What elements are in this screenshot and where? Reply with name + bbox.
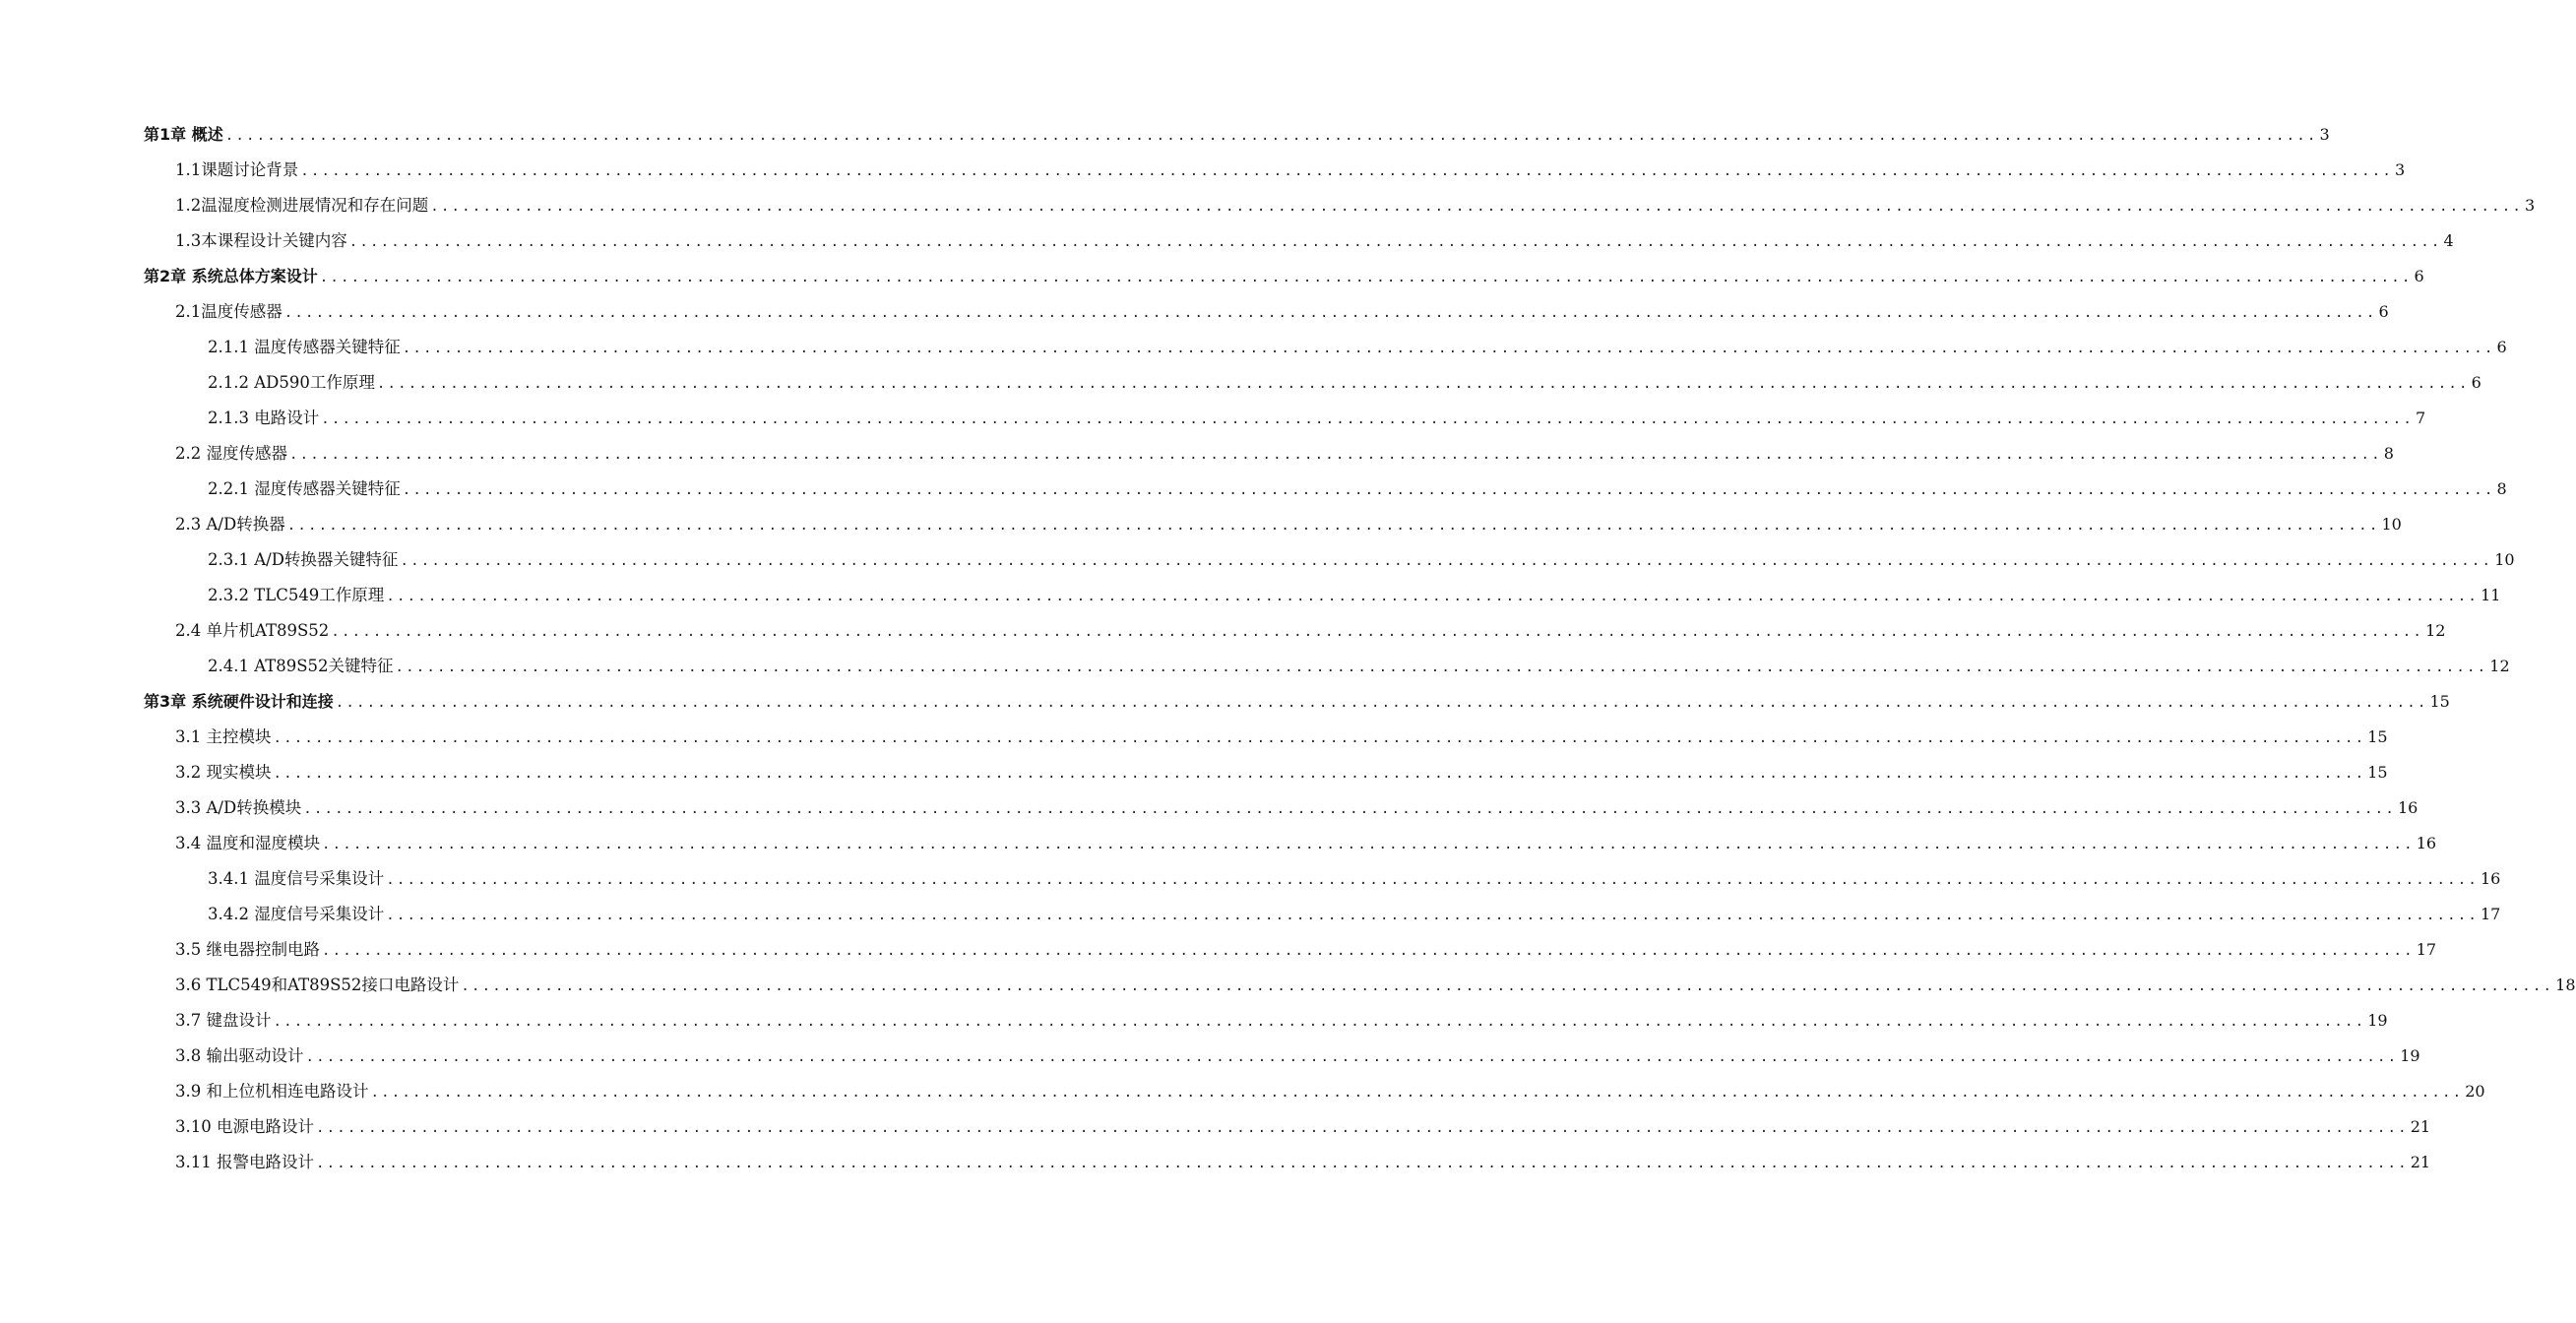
- toc-entry[interactable]: [144, 507, 2402, 542]
- toc-entry-title: 2.1.2 AD590工作原理: [208, 373, 375, 392]
- toc-entry-page-number: 3: [2319, 125, 2330, 144]
- toc-entry-title: 2.1.1 温度传感器关键特征: [208, 338, 401, 356]
- toc-entry[interactable]: [144, 330, 2507, 365]
- toc-entry-page-number: 10: [2381, 515, 2402, 534]
- toc-entry[interactable]: [144, 932, 2437, 968]
- toc-entry-title: 2.4 单片机AT89S52: [175, 621, 330, 640]
- toc-entry[interactable]: [144, 1039, 2420, 1074]
- toc-entry-title: 3.7 键盘设计: [175, 1011, 272, 1030]
- toc-entry-page-number: 6: [2496, 338, 2507, 356]
- toc-dot-leader: ........................................................................................................................................................................................................: [322, 837, 2415, 852]
- toc-entry[interactable]: [144, 365, 2482, 401]
- toc-dot-leader: ........................................................................................................................................................................................................: [335, 695, 2428, 711]
- toc-entry-title: 3.6 TLC549和AT89S52接口电路设计: [175, 976, 460, 994]
- toc-entry-page-number: 8: [2496, 479, 2507, 498]
- toc-entry-title: 2.1温度传感器: [175, 302, 283, 321]
- toc-entry-page-number: 12: [2425, 621, 2446, 640]
- toc-entry-title: 第1章 概述: [144, 125, 223, 144]
- toc-entry-page-number: 19: [2400, 1046, 2420, 1065]
- toc-entry-title: 3.5 继电器控制电路: [175, 940, 320, 959]
- toc-entry[interactable]: [144, 1109, 2431, 1145]
- toc-dot-leader: ........................................................................................................................................................................................................: [321, 411, 2414, 427]
- toc-entry-title: 2.3 A/D转换器: [175, 515, 285, 534]
- toc-entry-page-number: 15: [2429, 692, 2450, 711]
- toc-dot-leader: ........................................................................................................................................................................................................: [386, 589, 2480, 604]
- toc-entry-title: 3.8 输出驱动设计: [175, 1046, 304, 1065]
- toc-entry[interactable]: [144, 117, 2330, 153]
- toc-entry[interactable]: [144, 720, 2388, 755]
- toc-entry-page-number: 11: [2481, 586, 2501, 604]
- toc-dot-leader: ........................................................................................................................................................................................................: [224, 128, 2318, 144]
- toc-entry-page-number: 7: [2415, 409, 2426, 427]
- toc-entry-title: 3.11 报警电路设计: [175, 1153, 314, 1171]
- toc-dot-leader: ........................................................................................................................................................................................................: [461, 978, 2554, 994]
- toc-entry-page-number: 17: [2416, 940, 2437, 959]
- toc-dot-leader: ........................................................................................................................................................................................................: [289, 447, 2382, 463]
- toc-dot-leader: ........................................................................................................................................................................................................: [386, 872, 2479, 888]
- toc-entry[interactable]: [144, 1145, 2431, 1180]
- toc-entry[interactable]: [144, 1074, 2485, 1109]
- toc-entry-page-number: 17: [2480, 905, 2501, 923]
- toc-entry[interactable]: [144, 153, 2406, 188]
- toc-entry[interactable]: [144, 897, 2501, 932]
- toc-entry[interactable]: [144, 436, 2394, 472]
- toc-entry-title: 3.4 温度和湿度模块: [175, 834, 320, 852]
- toc-entry-page-number: 3: [2525, 196, 2536, 215]
- toc-entry-title: 1.3本课程设计关键内容: [175, 231, 347, 250]
- toc-entry[interactable]: [144, 578, 2501, 613]
- toc-entry[interactable]: [144, 472, 2507, 507]
- toc-entry-page-number: 15: [2367, 727, 2388, 746]
- toc-entry[interactable]: [144, 861, 2501, 897]
- toc-entry[interactable]: [144, 401, 2426, 436]
- toc-entry-title: 1.1课题讨论背景: [175, 160, 299, 179]
- toc-dot-leader: ........................................................................................................................................................................................................: [315, 1156, 2409, 1171]
- toc-entry-title: 2.2 湿度传感器: [175, 444, 287, 463]
- toc-entry-title: 2.1.3 电路设计: [208, 409, 320, 427]
- toc-entry-title: 2.2.1 湿度传感器关键特征: [208, 479, 401, 498]
- toc-entry[interactable]: [144, 188, 2536, 223]
- toc-entry-page-number: 19: [2367, 1011, 2388, 1030]
- toc-dot-leader: ........................................................................................................................................................................................................: [273, 1014, 2366, 1030]
- toc-dot-leader: ........................................................................................................................................................................................................: [395, 660, 2488, 675]
- toc-dot-leader: ........................................................................................................................................................................................................: [400, 553, 2493, 569]
- toc-entry[interactable]: [144, 826, 2437, 861]
- table-of-contents: [144, 117, 2576, 1180]
- toc-entry-title: 1.2温湿度检测进展情况和存在问题: [175, 196, 429, 215]
- toc-entry[interactable]: [144, 1003, 2388, 1039]
- toc-entry-page-number: 6: [2471, 373, 2482, 392]
- toc-entry-page-number: 20: [2465, 1082, 2485, 1101]
- toc-dot-leader: ........................................................................................................................................................................................................: [283, 305, 2377, 321]
- toc-entry[interactable]: [144, 613, 2446, 649]
- toc-entry-title: 2.3.2 TLC549工作原理: [208, 586, 385, 604]
- toc-entry-page-number: 6: [2378, 302, 2389, 321]
- toc-entry-page-number: 10: [2494, 550, 2515, 569]
- toc-dot-leader: ........................................................................................................................................................................................................: [305, 1049, 2399, 1065]
- toc-entry-title: 第3章 系统硬件设计和连接: [144, 692, 334, 711]
- toc-dot-leader: ........................................................................................................................................................................................................: [386, 908, 2479, 923]
- toc-dot-leader: ........................................................................................................................................................................................................: [402, 341, 2495, 356]
- toc-entry-page-number: 6: [2414, 267, 2424, 285]
- toc-entry[interactable]: [144, 790, 2419, 826]
- toc-entry-page-number: 16: [2416, 834, 2437, 852]
- toc-entry-title: 3.4.1 温度信号采集设计: [208, 869, 385, 888]
- toc-dot-leader: ........................................................................................................................................................................................................: [315, 1120, 2409, 1136]
- toc-entry-title: 3.2 现实模块: [175, 763, 272, 782]
- toc-entry-page-number: 18: [2555, 976, 2576, 994]
- toc-entry-page-number: 21: [2410, 1117, 2431, 1136]
- toc-entry[interactable]: [144, 294, 2389, 330]
- toc-dot-leader: ........................................................................................................................................................................................................: [430, 199, 2523, 215]
- toc-dot-leader: ........................................................................................................................................................................................................: [402, 482, 2495, 498]
- toc-entry-page-number: 15: [2367, 763, 2388, 782]
- toc-dot-leader: ........................................................................................................................................................................................................: [273, 730, 2366, 746]
- toc-entry[interactable]: [144, 259, 2424, 294]
- toc-dot-leader: ........................................................................................................................................................................................................: [322, 943, 2415, 959]
- toc-entry[interactable]: [144, 755, 2388, 790]
- toc-dot-leader: ........................................................................................................................................................................................................: [348, 234, 2442, 250]
- toc-dot-leader: ........................................................................................................................................................................................................: [370, 1085, 2464, 1101]
- toc-entry-title: 3.4.2 湿度信号采集设计: [208, 905, 385, 923]
- toc-dot-leader: ........................................................................................................................................................................................................: [273, 766, 2366, 782]
- toc-dot-leader: ........................................................................................................................................................................................................: [319, 270, 2413, 285]
- toc-entry[interactable]: [144, 968, 2576, 1003]
- toc-entry-title: 3.1 主控模块: [175, 727, 272, 746]
- toc-entry-page-number: 21: [2410, 1153, 2431, 1171]
- toc-entry-page-number: 12: [2489, 657, 2510, 675]
- toc-dot-leader: ........................................................................................................................................................................................................: [286, 518, 2380, 534]
- toc-entry-page-number: 8: [2383, 444, 2394, 463]
- toc-dot-leader: ........................................................................................................................................................................................................: [376, 376, 2470, 392]
- toc-entry-page-number: 16: [2480, 869, 2501, 888]
- toc-entry-page-number: 4: [2443, 231, 2454, 250]
- toc-entry[interactable]: [144, 542, 2515, 578]
- toc-dot-leader: ........................................................................................................................................................................................................: [300, 163, 2393, 179]
- toc-entry[interactable]: [144, 684, 2450, 720]
- toc-entry-title: 3.10 电源电路设计: [175, 1117, 314, 1136]
- toc-entry-title: 3.9 和上位机相连电路设计: [175, 1082, 369, 1101]
- toc-entry-page-number: 16: [2397, 798, 2419, 817]
- toc-entry[interactable]: [144, 223, 2454, 259]
- toc-dot-leader: ........................................................................................................................................................................................................: [331, 624, 2424, 640]
- toc-entry-title: 2.3.1 A/D转换器关键特征: [208, 550, 399, 569]
- toc-entry-page-number: 3: [2395, 160, 2406, 179]
- toc-dot-leader: ........................................................................................................................................................................................................: [303, 801, 2396, 817]
- toc-entry[interactable]: [144, 649, 2510, 684]
- toc-entry-title: 2.4.1 AT89S52关键特征: [208, 657, 394, 675]
- toc-entry-title: 第2章 系统总体方案设计: [144, 267, 318, 285]
- toc-entry-title: 3.3 A/D转换模块: [175, 798, 302, 817]
